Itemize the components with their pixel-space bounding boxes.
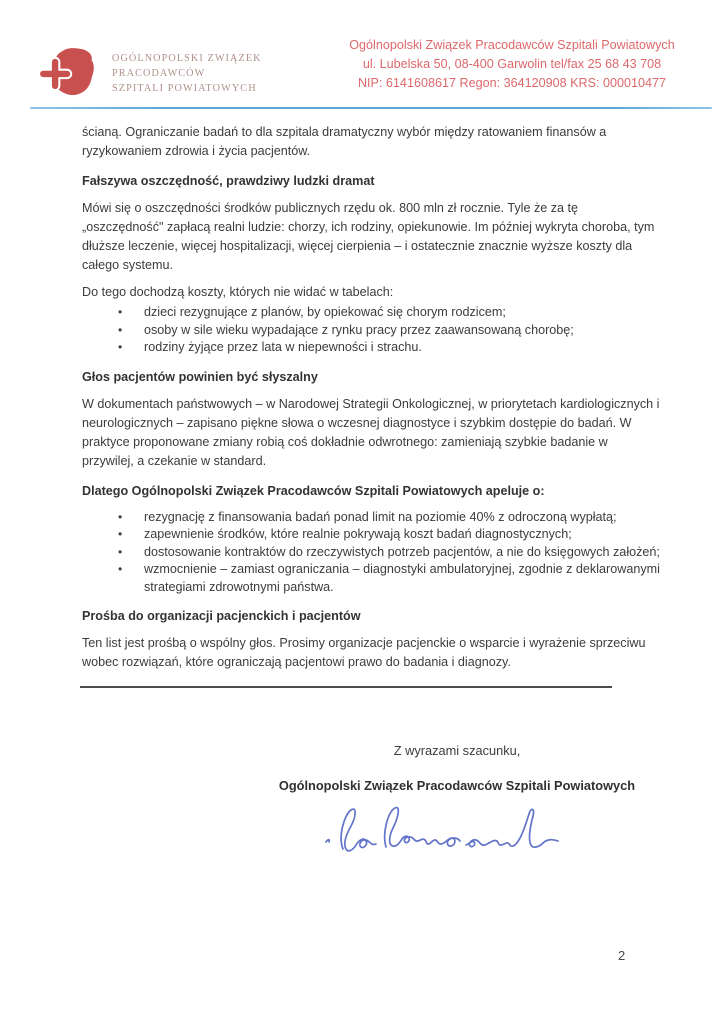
bullet-item: • osoby w sile wieku wypadające z rynku pracy przez zaawansowaną chorobę; [144, 322, 660, 340]
bullet-item: • wzmocnienie – zamiast ograniczania – diagnostyki ambulatoryjnej, zgodnie z deklarowanymi strategiami zdrowotnymi państwa. [144, 561, 660, 596]
paragraph-savings: Mówi się o oszczędności środków publicznych rzędu ok. 800 mln zł rocznie. Tyle że za tę „oszczędność" zapłacą realni ludzie: chorzy, ich rodziny, opiekunowie. Im później wykryta choroba, tym dłuższe leczenie, więcej hospitalizacji, więcej cierpienia – i ostatecznie znacznie wyższe koszty dla całego systemu. [82, 201, 655, 272]
bullet-item: • rezygnację z finansowania badań ponad limit na poziomie 40% z odroczoną wypłatą; [144, 509, 660, 527]
letter-body [82, 123, 660, 688]
section-heading-appeal: Dlatego Ogólnopolski Związek Pracodawców Szpitali Powiatowych apeluje o: [82, 483, 545, 498]
signature-area [268, 797, 646, 860]
header-divider-line [30, 107, 712, 109]
handwritten-signature [318, 797, 596, 855]
logo-text-line: PRACODAWCÓW [112, 67, 206, 79]
bullet-item: • zapewnienie środków, które realnie pokrywają koszt badań diagnostycznych; [144, 526, 660, 544]
logo-text-line: OGÓLNOPOLSKI ZWIĄZEK [112, 52, 262, 64]
salutation: Z wyrazami szacunku, [393, 743, 521, 758]
appeal-bullet-list [82, 509, 660, 597]
paragraph-request: Ten list jest prośbą o wspólny głos. Prosimy organizacje pacjenckie o wsparcie i wyrażenie sprzeciwu wobec rozwiązań, które ograniczają pacjentowi prawo do badania i diagnozy. [82, 636, 646, 669]
contact-org-name: Ogólnopolski Związek Pracodawców Szpitali Powiatowych [349, 38, 675, 52]
letterhead [35, 36, 706, 106]
paragraph-voice: W dokumentach państwowych – w Narodowej Strategii Onkologicznej, w priorytetach kardiologicznych i neurologicznych – zapisano piękne słowa o wczesnej diagnostyce i szybkim dostępie do badań. W praktyce proponowane zmiany robią coś dokładnie odwrotnego: zamieniają szybkie badanie w przywilej, a czekanie w standard. [82, 396, 660, 468]
contact-address: ul. Lubelska 50, 08-400 Garwolin tel/fax 25 68 43 708 [362, 57, 662, 71]
logo-wordmark [112, 51, 262, 96]
section-heading-voice: Głos pacjentów powinien być słyszalny [82, 369, 318, 384]
signature-separator-line [80, 686, 612, 688]
bullet-item: • dostosowanie kontraktów do rzeczywistych potrzeb pacjentów, a nie do księgowych założeń; [144, 544, 660, 562]
organization-logo [35, 44, 262, 102]
poland-map-cross-icon [35, 44, 99, 102]
page-number: 2 [618, 948, 626, 963]
paragraph-continuation: ścianą. Ograniczanie badań to dla szpitala dramatyczny wybór między ratowaniem finansów a ryzykowaniem zdrowia i życia pacjentów. [82, 125, 607, 158]
paragraph-costs-lead: Do tego dochodzą koszty, których nie widać w tabelach: [82, 285, 394, 299]
signer-name: Ogólnopolski Związek Pracodawców Szpitali Powiatowych [278, 778, 636, 793]
section-heading-false-savings: Fałszywa oszczędność, prawdziwy ludzki dramat [82, 174, 375, 188]
contact-registry-numbers: NIP: 6141608617 Regon: 364120908 KRS: 000010477 [357, 76, 667, 90]
closing-block [268, 741, 646, 860]
bullet-item: • dzieci rezygnujące z planów, by opiekować się chorym rodzicem; [144, 304, 660, 322]
bullet-item: • rodziny żyjące przez lata w niepewności i strachu. [144, 339, 660, 357]
logo-text-line: SZPITALI POWIATOWYCH [112, 82, 257, 94]
header-contact-block [297, 36, 724, 93]
section-heading-request: Prośba do organizacji pacjenckich i pacjentów [82, 609, 361, 623]
costs-bullet-list [82, 304, 660, 357]
